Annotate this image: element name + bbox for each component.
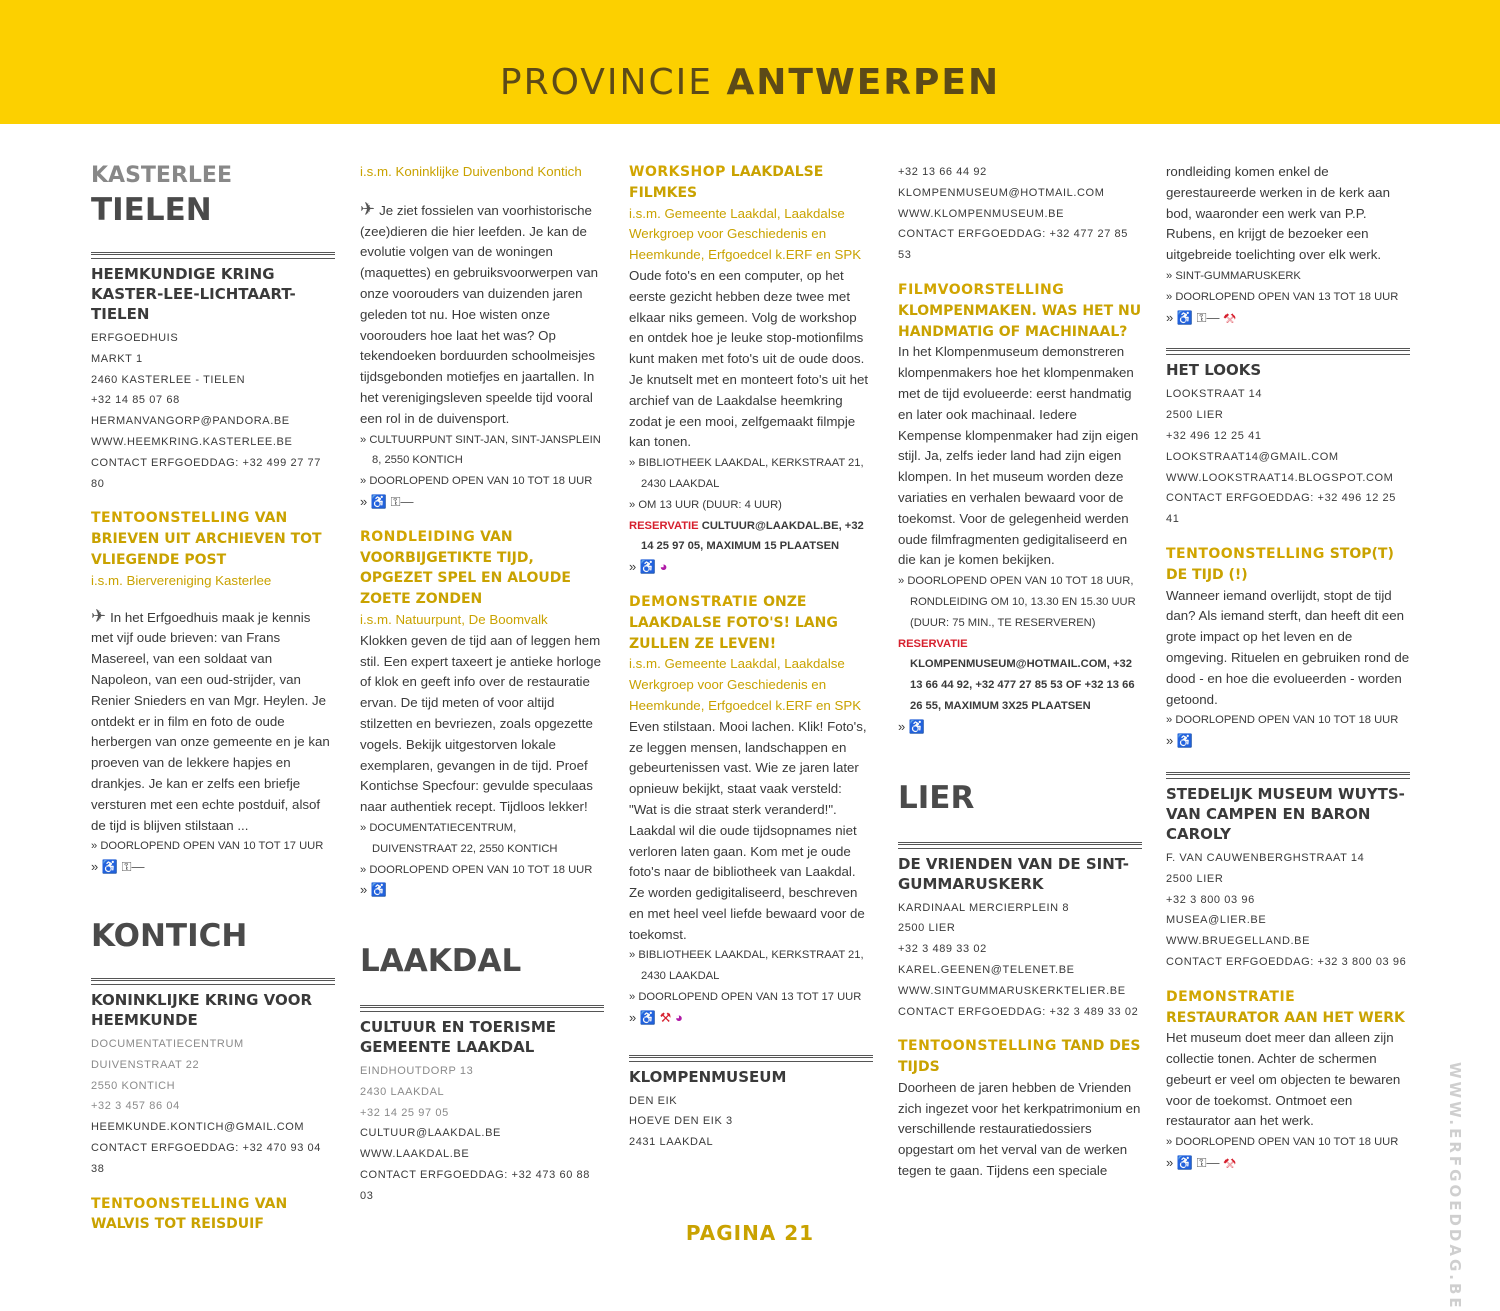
- event-keyword: WORKSHOP: [629, 164, 726, 180]
- event-name: VAN VOORBIJGETIKTE TIJD, OPGEZET SPEL EN ALOUDE ZOETE ZONDEN: [360, 528, 571, 608]
- address-block: [91, 328, 335, 494]
- tool-icon: ⚒: [1223, 1155, 1236, 1171]
- pacman-icon: ◕: [659, 559, 668, 575]
- title-province: PROVINCIE: [499, 62, 713, 103]
- event-name: RESTAURATOR AAN HET WERK: [1166, 1009, 1405, 1026]
- reservation-text: KLOMPENMUSEUM@HOTMAIL.COM, +32 13 66 44 92, +32 477 27 85 53 OF +32 13 66 26 55, MAXIMUM 3X25 PLAATSEN: [910, 658, 1135, 712]
- column-2: [360, 162, 604, 1207]
- email-link[interactable]: MUSEA@LIER.BE: [1166, 914, 1267, 927]
- event-location: » BIBLIOTHEEK LAAKDAL, KERKSTRAAT 21, 2430 LAAKDAL: [629, 457, 864, 490]
- phone: +32 14 85 07 68: [91, 394, 180, 407]
- email-link[interactable]: LOOKSTRAAT14@GMAIL.COM: [1166, 450, 1339, 463]
- tool-icon: ⚒: [1223, 309, 1236, 325]
- event-name: ONZE LAAKDALSE FOTO'S! LANG ZULLEN ZE LEVEN!: [629, 593, 838, 652]
- event-partner: i.s.m. Natuurpunt, De Boomvalk: [360, 611, 548, 627]
- org-stedelijk-museum: STEDELIJK MUSEUM WUYTS-VAN CAMPEN EN BARON CAROLY: [1166, 784, 1405, 843]
- contact-line: CONTACT ERFGOEDDAG: +32 499 27 77 80: [91, 456, 321, 490]
- event-reservation: [898, 634, 1142, 717]
- divider: [360, 1005, 604, 1012]
- page-title: [0, 62, 1500, 103]
- event-description: [91, 606, 335, 837]
- event-description: [360, 199, 604, 430]
- key-icon: ⚿—: [121, 859, 145, 875]
- column-1: [91, 162, 335, 1235]
- event-description: Doorheen de jaren hebben de Vrienden zich ingezet voor het kerkpatrimonium en verschillende restauratiedossiers opgestart om het verval van de werken tegen te gaan. Tijdens een speciale: [898, 1079, 1141, 1179]
- event-icons: » ♿ ◕: [629, 559, 668, 575]
- event-hours: » DOORLOPEND OPEN VAN 10 TOT 18 UUR: [360, 863, 593, 876]
- website-link[interactable]: WWW.LAAKDAL.BE: [360, 1148, 470, 1161]
- side-url: WWW.ERFGOEDDAG.BE: [1446, 1062, 1464, 1311]
- event-hours: » DOORLOPEND OPEN VAN 10 TOT 18 UUR, RONDLEIDING OM 10, 13.30 EN 15.30 UUR (DUUR: 75 MIN., TE RESERVEREN): [898, 575, 1136, 629]
- event-icons: » ♿ ⚒ ◕: [629, 1009, 683, 1025]
- event-title: [629, 162, 873, 204]
- phone: +32 13 66 44 92: [898, 166, 987, 178]
- event-text: In het Erfgoedhuis maak je kennis met vijf oude brieven: van Frans Masereel, van een soldaat van Napoleon, van een oud-strijder, van Renier Snieders en van Mgr. Heylen. Je ontdekt er in film en foto de oude herbergen van onze gemeente en je kan proeven van de lekkere hapjes en drankjes. Je kan er zelfs een briefje versturen met een echte postduif, alsof de tijd is blijven stilstaan ...: [91, 609, 330, 833]
- event-hours: » DOORLOPEND OPEN VAN 10 TOT 17 UUR: [91, 840, 324, 853]
- address-line: 2500 LIER: [1166, 872, 1224, 885]
- event-title: [898, 1036, 1142, 1078]
- column-5: [1166, 162, 1410, 1174]
- event-icons: » ♿: [360, 882, 388, 898]
- event-description: Oude foto's en een computer, op het eerste gezicht hebben deze twee met elkaar niks gemeen. Volg de workshop en ontdek hoe je leuke stop-motionfilms kunt maken met foto's uit de oude doos. Je knutselt met en monteert foto's uit het archief van de Laakdalse heemkring zodat je een mooi, zelfgemaakt filmpje kan tonen.: [629, 267, 869, 450]
- event-title: [898, 280, 1142, 342]
- event-hours: » DOORLOPEND OPEN VAN 13 TOT 18 UUR: [1166, 290, 1399, 303]
- key-icon: ⚿—: [1196, 1155, 1220, 1171]
- reservation-label: RESERVATIE: [898, 637, 968, 650]
- phone: +32 496 12 25 41: [1166, 429, 1262, 442]
- event-keyword: DEMONSTRATIE: [629, 593, 759, 610]
- event-keyword: TENTOONSTELLING: [898, 1038, 1057, 1055]
- key-icon: ⚿—: [1196, 309, 1220, 325]
- pacman-icon: ◕: [674, 1009, 683, 1025]
- address-line: 2500 LIER: [898, 922, 956, 935]
- event-hours: » DOORLOPEND OPEN VAN 10 TOT 18 UUR: [1166, 714, 1399, 727]
- title-name: ANTWERPEN: [726, 62, 1001, 103]
- wheelchair-icon: ♿: [1176, 1155, 1194, 1171]
- event-description: Klokken geven de tijd aan of leggen hem stil. Een expert taxeert je antieke horloge of klok en geeft info over de restauratie ervan. De tijd meten of voor altijd stilzetten en bevriezen, zoals opgezette vogels. Bekijk uitgestorven lokale exemplaren, gevangen in de tijd. Proef Kontichse Specfour: gevulde speculaas naar authentiek recept. Tijdloos lekker!: [360, 632, 601, 815]
- event-name: STOP(T) DE TIJD (!): [1166, 545, 1394, 583]
- event-name: VAN WALVIS TOT REISDUIF: [91, 1195, 288, 1233]
- org-koninklijke-kring: KONINKLIJKE KRING VOOR HEEMKUNDE: [91, 990, 313, 1029]
- address-line: F. VAN CAUWENBERGHSTRAAT 14: [1166, 851, 1365, 864]
- wheelchair-icon: ♿: [908, 718, 926, 734]
- address-line: DEN EIK: [629, 1094, 678, 1107]
- divider: [629, 1055, 873, 1062]
- event-description: rondleiding komen enkel de gerestaureerde werken in de kerk aan bod, waaronder een werk van P.P. Rubens, en krijgt de bezoeker een uitgebreide toelichting over elk werk.: [1166, 164, 1390, 263]
- email-link[interactable]: HEEMKUNDE.KONTICH@GMAIL.COM: [91, 1121, 305, 1134]
- event-name: KLOMPENMAKEN. WAS HET NU HANDMATIG OF MACHINAAL?: [898, 302, 1142, 340]
- event-icons: » ♿: [1166, 733, 1194, 749]
- wheelchair-icon: ♿: [639, 559, 657, 575]
- address-line: 2430 LAAKDAL: [360, 1085, 445, 1098]
- address-line: ERFGOEDHUIS: [91, 332, 179, 344]
- phone: +32 3 457 86 04: [91, 1100, 180, 1113]
- address-line: EINDHOUTDORP 13: [360, 1065, 474, 1078]
- address-line: KARDINAAL MERCIERPLEIN 8: [898, 901, 1070, 914]
- divider: [1166, 348, 1410, 355]
- address-line: 2500 LIER: [1166, 409, 1224, 422]
- town-tielen: TIELEN: [91, 192, 212, 228]
- event-keyword: FILMVOORSTELLING: [898, 281, 1065, 298]
- contact-line: CONTACT ERFGOEDDAG: +32 477 27 85 53: [898, 228, 1128, 262]
- event-hours: » DOORLOPEND OPEN VAN 10 TOT 18 UUR: [360, 475, 593, 488]
- event-location: » CULTUURPUNT SINT-JAN, SINT-JANSPLEIN 8, 2550 KONTICH: [360, 433, 601, 467]
- event-title: [360, 527, 604, 610]
- reservation-text: CULTUUR@LAAKDAL.BE, +32 14 25 97 05, MAXIMUM 15 PLAATSEN: [641, 519, 864, 553]
- address-line: DOCUMENTATIECENTRUM: [91, 1037, 244, 1050]
- org-klompenmuseum: KLOMPENMUSEUM: [629, 1067, 787, 1086]
- event-title: [1166, 544, 1410, 586]
- event-name: LAAKDALSE FILMKES: [629, 164, 824, 201]
- email-link[interactable]: HERMANVANGORP@PANDORA.BE: [91, 415, 290, 428]
- address-line: DUIVENSTRAAT 22: [91, 1058, 200, 1071]
- org-heemkundige-kring: HEEMKUNDIGE KRING KASTER-LEE-LICHTAART-TIELEN: [91, 265, 296, 323]
- contact-line: CONTACT ERFGOEDDAG: +32 470 93 04 38: [91, 1141, 321, 1175]
- wheelchair-icon: ♿: [370, 493, 388, 509]
- event-keyword: TENTOONSTELLING: [91, 510, 250, 527]
- event-description: In het Klompenmuseum demonstreren klompenmakers hoe het klompenmaken met de tijd evolueerde: eerst handmatig en later ook machinaal. Iedere Kempense klompenmaker had zijn eigen stijl. Ja, zelfs ieder land had zijn eigen klompen. In het museum worden deze variaties en verhalen bewaard voor de toekomst. Voor de gelegenheid werden oude filmfragmenten gedigitaliseerd en die kan je komen bekijken.: [898, 344, 1139, 568]
- website-link[interactable]: WWW.SINTGUMMARUSKERKTELIER.BE: [898, 984, 1126, 997]
- divider: [91, 978, 335, 985]
- contact-line: CONTACT ERFGOEDDAG: +32 496 12 25 41: [1166, 492, 1396, 526]
- event-location: » DOCUMENTATIECENTRUM, DUIVENSTRAAT 22, 2550 KONTICH: [360, 821, 558, 855]
- address-line: LOOKSTRAAT 14: [1166, 388, 1263, 401]
- divider: [91, 252, 335, 259]
- address-line: 2460 KASTERLEE - TIELEN: [91, 373, 246, 386]
- event-partner: i.s.m. Gemeente Laakdal, Laakdalse Werkgroep voor Geschiedenis en Heemkunde, Erfgoedcel k.ERF en SPK: [629, 656, 862, 713]
- event-description: Even stilstaan. Mooi lachen. Klik! Foto's, ze leggen mensen, landschappen en gebeurtenissen vast. Wie ze jaren later opnieuw bekijkt, staat vaak versteld: "Wat is die straat sterk veranderd!". Laakdal wil die oude tijdsopnames niet verloren laten gaan. Kom met je oude foto's naar de bibliotheek van Laakdal. Ze worden gedigitaliseerd, beschreven en met heel veel liefde bewaard voor de toekomst.: [629, 718, 867, 942]
- event-hours: » DOORLOPEND OPEN VAN 13 TOT 17 UUR: [629, 991, 862, 1004]
- town-laakdal: LAAKDAL: [360, 943, 522, 980]
- event-partner: i.s.m. Gemeente Laakdal, Laakdalse Werkgroep voor Geschiedenis en Heemkunde, Erfgoedcel k.ERF en SPK: [629, 205, 862, 263]
- website-link[interactable]: WWW.KLOMPENMUSEUM.BE: [898, 207, 1065, 220]
- event-reservation: [629, 516, 873, 558]
- event-icons: » ♿: [898, 718, 926, 734]
- event-partner: i.s.m. Koninklijke Duivenbond Kontich: [360, 164, 582, 179]
- event-text: Je ziet fossielen van voorhistorische (zee)dieren die hier leefden. Je kan de evolutie volgen van de woningen (maquettes) en gebruiksvoorwerpen van onze voorouders van duizenden jaren geleden tot nu. Hoe wisten onze voorouders hoe laat het was? Op tekendoeken borduurden schoolmeisjes tijdsgebonden motiefjes en jaartallen. In het verenigingsleven speelde tijd vooral een rol in de duivensport.: [360, 202, 598, 426]
- event-location: » SINT-GUMMARUSKERK: [1166, 269, 1301, 282]
- org-cultuur-toerisme: CULTUUR EN TOERISME GEMEENTE LAAKDAL: [360, 1018, 556, 1057]
- tool-icon: ⚒: [659, 1009, 672, 1025]
- event-title: [1166, 987, 1410, 1029]
- event-name: TAND DES TIJDS: [898, 1038, 1141, 1076]
- event-keyword: RONDLEIDING: [360, 528, 476, 545]
- event-hours: » DOORLOPEND OPEN VAN 10 TOT 18 UUR: [1166, 1136, 1399, 1149]
- event-keyword: TENTOONSTELLING: [91, 1195, 250, 1212]
- event-icons: » ♿ ⚿—: [91, 859, 145, 875]
- column-3: [629, 162, 873, 1153]
- website-link[interactable]: WWW.LOOKSTRAAT14.BLOGSPOT.COM: [1166, 471, 1394, 484]
- header-banner: [0, 0, 1500, 124]
- event-name: VAN BRIEVEN UIT ARCHIEVEN TOT VLIEGENDE POST: [91, 510, 322, 568]
- town-lier: LIER: [898, 779, 975, 816]
- page-number: PAGINA 21: [685, 1221, 815, 1245]
- address-line: 2431 LAAKDAL: [629, 1136, 714, 1149]
- fly-icon: ✈: [360, 198, 376, 219]
- wheelchair-icon: ♿: [1176, 309, 1194, 325]
- event-keyword: TENTOONSTELLING: [1166, 545, 1325, 562]
- contact-line: CONTACT ERFGOEDDAG: +32 3 489 33 02: [898, 1005, 1139, 1018]
- website-link[interactable]: WWW.BRUEGELLAND.BE: [1166, 935, 1311, 948]
- address-line: 2550 KONTICH: [91, 1079, 176, 1092]
- divider: [898, 842, 1142, 849]
- fly-icon: ✈: [91, 605, 107, 626]
- event-icons: » ♿ ⚿— ⚒: [1166, 1155, 1236, 1171]
- email-link[interactable]: KAREL.GEENEN@TELENET.BE: [898, 963, 1075, 976]
- contact-line: CONTACT ERFGOEDDAG: +32 3 800 03 96: [1166, 955, 1407, 968]
- phone: +32 3 489 33 02: [898, 943, 987, 956]
- event-keyword: DEMONSTRATIE: [1166, 988, 1296, 1005]
- event-location: » BIBLIOTHEEK LAAKDAL, KERKSTRAAT 21, 2430 LAAKDAL: [629, 949, 864, 983]
- website-link[interactable]: WWW.HEEMKRING.KASTERLEE.BE: [91, 435, 293, 448]
- email-link[interactable]: KLOMPENMUSEUM@HOTMAIL.COM: [898, 186, 1105, 199]
- phone: +32 14 25 97 05: [360, 1106, 449, 1119]
- event-icons: » ♿ ⚿—: [360, 493, 414, 509]
- org-vrienden-sint-gummaruskerk: DE VRIENDEN VAN DE SINT-GUMMARUSKERK: [898, 854, 1130, 893]
- wheelchair-icon: ♿: [639, 1009, 657, 1025]
- reservation-label: RESERVATIE: [629, 519, 699, 532]
- event-icons: » ♿ ⚿— ⚒: [1166, 309, 1236, 325]
- event-time: » OM 13 UUR (DUUR: 4 UUR): [629, 498, 782, 511]
- event-description: Het museum doet meer dan alleen zijn collectie tonen. Achter de schermen gebeurt er veel om objecten te bewaren voor de toekomst. Ontmoet een restaurator aan het werk.: [1166, 1030, 1401, 1129]
- key-icon: ⚿—: [390, 493, 414, 509]
- column-4: [898, 162, 1142, 1182]
- org-het-looks: HET LOOKS: [1166, 361, 1262, 380]
- wheelchair-icon: ♿: [1176, 733, 1194, 749]
- email-link[interactable]: CULTUUR@LAAKDAL.BE: [360, 1127, 501, 1140]
- wheelchair-icon: ♿: [101, 859, 119, 875]
- phone: +32 3 800 03 96: [1166, 893, 1255, 906]
- event-description: Wanneer iemand overlijdt, stopt de tijd dan? Als iemand sterft, dan heeft dit een grote impact op het leven en de omgeving. Rituelen en gebruiken rond de dood - en hoe die evolueerden - worden getoond.: [1166, 587, 1410, 707]
- event-title: [91, 508, 335, 570]
- event-partner: i.s.m. Biervereniging Kasterlee: [91, 572, 272, 588]
- town-kontich: KONTICH: [91, 917, 248, 954]
- contact-line: CONTACT ERFGOEDDAG: +32 473 60 88 03: [360, 1169, 590, 1202]
- town-kasterlee: KASTERLEE: [91, 163, 232, 188]
- divider: [1166, 772, 1410, 779]
- event-title: [629, 592, 873, 654]
- address-line: HOEVE DEN EIK 3: [629, 1115, 733, 1128]
- wheelchair-icon: ♿: [370, 882, 388, 898]
- address-line: MARKT 1: [91, 352, 143, 365]
